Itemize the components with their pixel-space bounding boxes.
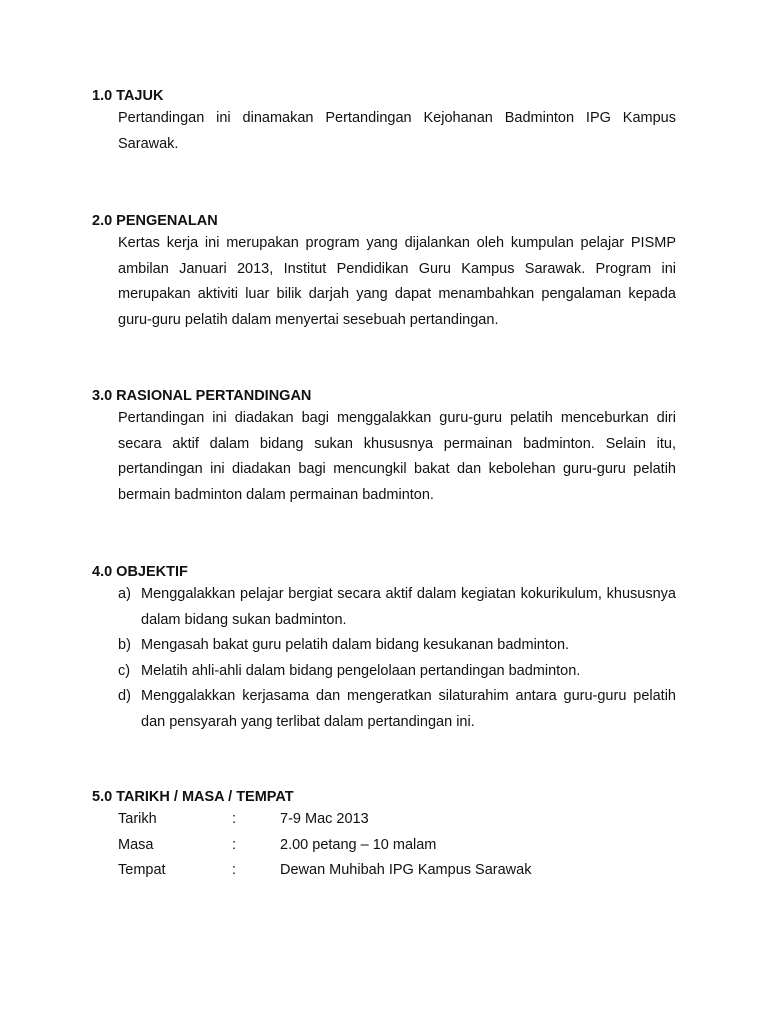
info-label: Tempat [118,862,166,878]
section-number: 4.0 [92,564,113,580]
info-row-tarikh [118,807,676,833]
section-heading [92,211,676,231]
section-paragraph: Pertandingan ini diadakan bagi menggalakkan guru-guru pelatih menceburkan diri secara aktif dalam bidang sukan khususnya permainan badminton. Selain itu, pertandingan ini diadakan bagi mencungkil bakat dan kebolehan guru-guru pelatih bermain badminton dalam permainan badminton. [118,410,676,503]
section-heading [92,386,676,406]
section-number: 1.0 [92,88,113,104]
section-heading [92,86,676,106]
info-label: Tarikh [118,811,157,827]
info-row-masa [118,833,676,859]
section-rasional [92,386,676,508]
info-colon: : [232,811,237,827]
info-colon: : [232,862,237,878]
section-paragraph: Pertandingan ini dinamakan Pertandingan Kejohanan Badminton IPG Kampus Sarawak. [118,110,676,152]
section-title: TARIKH / MASA / TEMPAT [116,789,294,805]
section-title: RASIONAL PERTANDINGAN [116,388,312,404]
section-heading [92,562,676,582]
objective-marker: a) [118,586,131,602]
objective-text: Melatih ahli-ahli dalam bidang pengelolaan pertandingan badminton. [141,662,581,679]
section-heading [92,787,676,807]
info-value: Dewan Muhibah IPG Kampus Sarawak [280,862,532,878]
objective-item [118,633,676,659]
objective-list [118,582,676,735]
objective-item [118,659,676,685]
section-tarikh-masa-tempat [92,787,676,884]
objective-marker: d) [118,688,131,704]
objective-text: Mengasah bakat guru pelatih dalam bidang kesukanan badminton. [141,637,570,653]
info-value: 2.00 petang – 10 malam [280,836,437,853]
objective-text: Menggalakkan kerjasama dan mengeratkan silaturahim antara guru-guru pelatih dan pensyarah yang terlibat dalam pertandingan ini. [141,688,676,730]
section-title: PENGENALAN [116,213,218,229]
section-title: TAJUK [116,88,164,104]
section-title: OBJEKTIF [116,564,188,580]
info-value: 7-9 Mac 2013 [280,811,369,827]
info-label: Masa [118,836,154,853]
objective-item [118,582,676,633]
section-tajuk [92,86,676,157]
section-paragraph: Kertas kerja ini merupakan program yang dijalankan oleh kumpulan pelajar PISMP ambilan Januari 2013, Institut Pendidikan Guru Kampus Sarawak. Program ini merupakan aktiviti luar bilik darjah yang dapat menambahkan pengalaman kepada guru-guru pelatih dalam menyertai sesebuah pertandingan. [118,235,676,328]
info-row-tempat [118,858,676,884]
objective-text: Menggalakkan pelajar bergiat secara aktif dalam kegiatan kokurikulum, khususnya dalam bidang sukan badminton. [141,586,676,628]
section-number: 2.0 [92,213,113,229]
section-number: 5.0 [92,789,113,805]
section-pengenalan [92,211,676,333]
objective-marker: c) [118,662,131,679]
info-colon: : [232,836,237,853]
section-number: 3.0 [92,388,113,404]
section-objektif [92,562,676,735]
objective-marker: b) [118,637,131,653]
objective-item [118,684,676,735]
